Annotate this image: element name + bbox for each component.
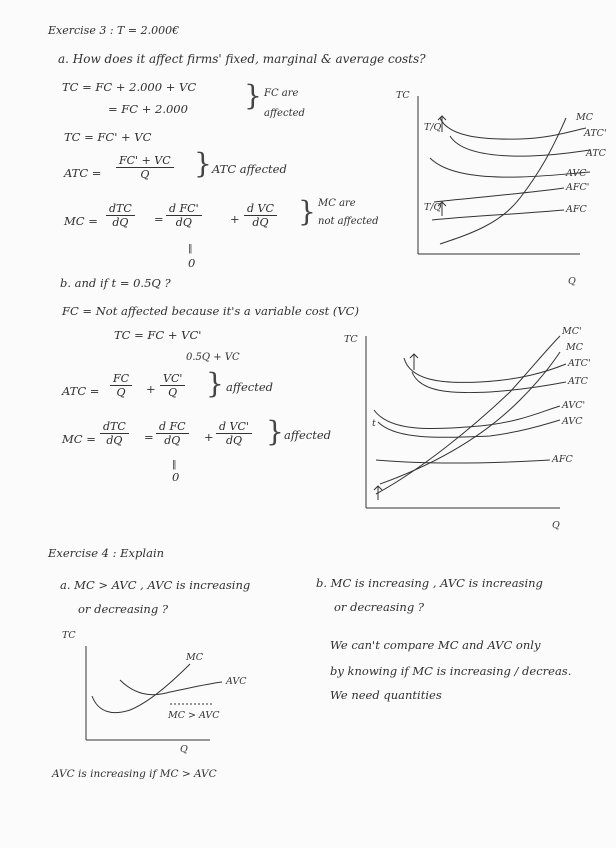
atc-b-f2-num: VC' — [160, 372, 185, 386]
graph2-label-mc-prime: MC' — [562, 326, 582, 337]
atc-note: ATC affected — [212, 162, 287, 176]
graph3-label-avc: AVC — [226, 676, 247, 687]
question-4b-line2: or decreasing ? — [334, 600, 425, 614]
graph3-label-mc: MC — [186, 652, 203, 663]
exercise3-heading: Exercise 3 : T = 2.000€ — [48, 24, 180, 37]
answer-line3: We need quantities — [330, 688, 442, 702]
mc-f3-num: d VC — [244, 202, 277, 216]
graph2-label-avc-prime: AVC' — [562, 400, 586, 411]
graph1-label-atc-prime: ATC' — [584, 128, 607, 139]
graph1-y-label: TC — [396, 90, 410, 101]
exercise4-heading: Exercise 4 : Explain — [48, 546, 165, 560]
mc-note-line2: not affected — [318, 216, 379, 227]
equals-sign: = — [144, 430, 154, 444]
under-brace-mark: ‖ — [172, 460, 177, 470]
atc-denominator: Q — [140, 168, 150, 181]
graph2-avc-prime-curve — [374, 406, 560, 429]
mc-b-zero: 0 — [172, 470, 180, 484]
mc-b-f3-num: d VC' — [216, 420, 252, 434]
graph1-label-afc: AFC — [566, 204, 587, 215]
mc-b-f2-den: dQ — [164, 434, 181, 447]
graph1-afc-prime-curve — [434, 188, 564, 202]
question-4b-line1: b. MC is increasing , AVC is increasing — [316, 576, 543, 590]
tc-b-equation: TC = FC + VC' — [114, 328, 202, 342]
brace: } — [244, 79, 262, 112]
graph1-label-mc: MC — [576, 112, 593, 123]
graph2-y-label: TC — [344, 334, 358, 345]
atc-b-note: affected — [226, 380, 274, 394]
mc-b-f1-num: dTC — [100, 420, 129, 434]
mc-f2-den: dQ — [175, 216, 192, 229]
mc-lhs: MC = — [64, 214, 98, 228]
plus-sign: + — [230, 212, 240, 226]
question-3b: b. and if t = 0.5Q ? — [60, 276, 171, 290]
mc-f2-num: d FC' — [166, 202, 202, 216]
graph1 — [418, 96, 590, 254]
question-3a: a. How does it affect firms' fixed, marginal & average costs? — [58, 52, 426, 66]
fc-note-line2: affected — [264, 108, 305, 119]
mc-b-lhs: MC = — [62, 432, 96, 446]
graph2-label-atc: ATC — [568, 376, 588, 387]
question-4a-line1: a. MC > AVC , AVC is increasing — [60, 578, 251, 592]
atc-numerator: FC' + VC — [116, 154, 174, 168]
graph2-label-atc-prime: ATC' — [568, 358, 591, 369]
question-4a-line2: or decreasing ? — [78, 602, 169, 616]
graph2-mc-curve — [380, 352, 560, 484]
under-brace-mark: ‖ — [188, 244, 193, 254]
graph1-tick-lower: T/Q — [424, 202, 442, 213]
graph1-label-avc: AVC — [566, 168, 587, 179]
graph3-x-label: Q — [180, 744, 188, 755]
answer-line2: by knowing if MC is increasing / decreas. — [330, 664, 572, 678]
mc-f3-den: dQ — [252, 216, 269, 229]
graph1-label-atc: ATC — [586, 148, 606, 159]
atc-lhs: ATC = — [64, 166, 102, 180]
mc-note-line1: MC are — [318, 198, 356, 209]
graph2-label-mc: MC — [566, 342, 583, 353]
graph2-label-avc: AVC — [562, 416, 583, 427]
atc-b-f1-num: FC — [110, 372, 132, 386]
answer-line1: We can't compare MC and AVC only — [330, 638, 541, 652]
mc-f1-den: dQ — [112, 216, 129, 229]
graph1-label-afc-prime: AFC' — [566, 182, 590, 193]
fc-note-line1: FC are — [264, 88, 299, 99]
plus-sign: + — [146, 382, 156, 396]
brace: } — [266, 415, 284, 448]
tc-equation-2: = FC + 2.000 — [108, 102, 188, 116]
tc-b-subnote: 0.5Q + VC — [186, 352, 240, 363]
graph1-mc-curve — [440, 118, 566, 244]
graph3-mc-curve — [92, 664, 190, 713]
brace: } — [298, 195, 316, 228]
graph3-label-mc-gt-avc: MC > AVC — [168, 710, 220, 721]
graph2-tick-t: t — [372, 418, 376, 429]
graph2-x-label: Q — [552, 520, 560, 531]
mc-b-f2-num: d FC — [156, 420, 189, 434]
graph3-y-label: TC — [62, 630, 76, 641]
graph2 — [366, 336, 566, 508]
graph2-label-afc: AFC — [552, 454, 573, 465]
graph2-atc-prime-curve — [404, 358, 566, 382]
tc-equation-3: TC = FC' + VC — [64, 130, 152, 144]
mc-f1-num: dTC — [106, 202, 135, 216]
mc-b-f3-den: dQ — [225, 434, 242, 447]
mc-b-f1-den: dQ — [106, 434, 123, 447]
fc-b-line: FC = Not affected because it's a variable cost (VC) — [62, 304, 359, 318]
graph1-x-label: Q — [568, 276, 576, 287]
graph1-tick-upper: T/Q — [424, 122, 442, 133]
graph2-afc-curve — [376, 460, 550, 463]
tc-equation-1: TC = FC + 2.000 + VC — [62, 80, 197, 94]
atc-b-lhs: ATC = — [62, 384, 100, 398]
plus-sign: + — [204, 430, 214, 444]
graph2-arrow-upper — [410, 354, 418, 370]
atc-b-f2-den: Q — [168, 386, 178, 399]
conclusion: AVC is increasing if MC > AVC — [52, 768, 217, 780]
atc-b-f1-den: Q — [116, 386, 126, 399]
graph2-arrow-lower — [374, 486, 382, 500]
equals-sign: = — [154, 212, 164, 226]
brace: } — [206, 367, 224, 400]
mc-zero: 0 — [188, 256, 196, 270]
brace: } — [194, 147, 212, 180]
mc-b-note: affected — [284, 428, 332, 442]
